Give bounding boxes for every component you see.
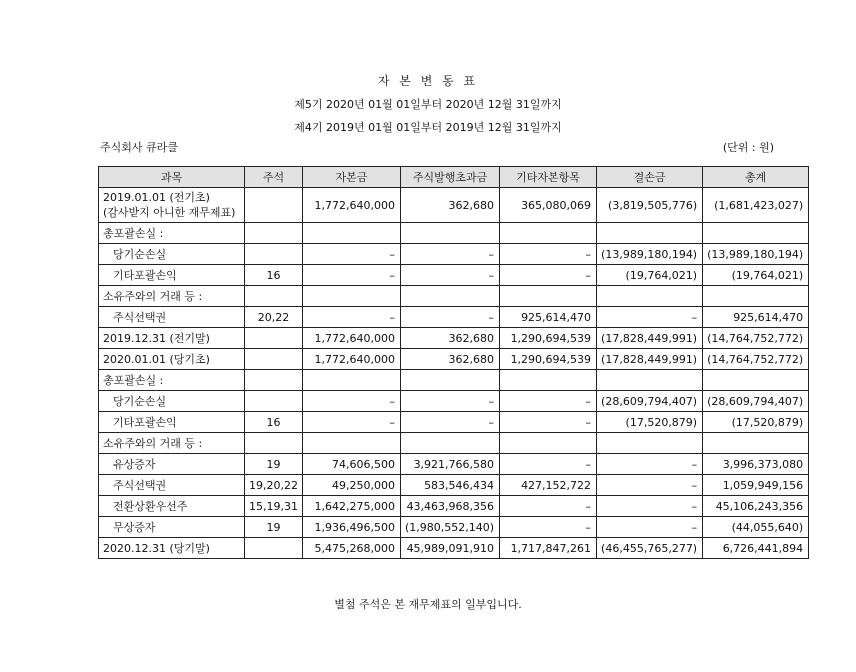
- cell-capital-stock: 1,772,640,000: [302, 349, 400, 370]
- cell-other-capital: –: [500, 391, 597, 412]
- row-label: 기타포괄손익: [99, 265, 245, 286]
- cell-deficit: –: [597, 454, 703, 475]
- cell-total: (19,764,021): [703, 265, 809, 286]
- cell-capital-stock: 49,250,000: [302, 475, 400, 496]
- row-note: [245, 286, 303, 307]
- cell-deficit: –: [597, 475, 703, 496]
- cell-capital-stock: [302, 370, 400, 391]
- row-note: 16: [245, 412, 303, 433]
- row-note: 15,19,31: [245, 496, 303, 517]
- table-row: [99, 349, 809, 370]
- row-note: [245, 188, 303, 223]
- table-row: [99, 265, 809, 286]
- row-label-line2: (감사받지 아니한 재무제표): [103, 206, 236, 219]
- row-label: 2020.01.01 (당기초): [99, 349, 245, 370]
- header-share-premium: 주식발행초과금: [400, 167, 499, 188]
- row-label: 유상증자: [99, 454, 245, 475]
- row-label: 주식선택권: [99, 307, 245, 328]
- cell-total: (1,681,423,027): [703, 188, 809, 223]
- cell-capital-stock: –: [302, 265, 400, 286]
- row-note: 19: [245, 517, 303, 538]
- cell-capital-stock: 74,606,500: [302, 454, 400, 475]
- table-row: [99, 454, 809, 475]
- cell-total: 6,726,441,894: [703, 538, 809, 559]
- row-label: 2020.12.31 (당기말): [99, 538, 245, 559]
- cell-share-premium: 3,921,766,580: [400, 454, 499, 475]
- table-row: [99, 328, 809, 349]
- cell-share-premium: 362,680: [400, 328, 499, 349]
- table-row: [99, 517, 809, 538]
- cell-deficit: (17,520,879): [597, 412, 703, 433]
- table-row: [99, 475, 809, 496]
- table-row: [99, 433, 809, 454]
- row-label: 당기순손실: [99, 391, 245, 412]
- company-name: 주식회사 큐라클: [100, 141, 178, 154]
- cell-capital-stock: 1,772,640,000: [302, 188, 400, 223]
- header-other-capital: 기타자본항목: [500, 167, 597, 188]
- cell-other-capital: –: [500, 265, 597, 286]
- cell-share-premium: [400, 223, 499, 244]
- header-capital-stock: 자본금: [302, 167, 400, 188]
- cell-capital-stock: –: [302, 412, 400, 433]
- row-label: 소유주와의 거래 등 :: [99, 286, 245, 307]
- cell-capital-stock: [302, 286, 400, 307]
- cell-other-capital: 1,717,847,261: [500, 538, 597, 559]
- cell-other-capital: –: [500, 412, 597, 433]
- cell-deficit: (17,828,449,991): [597, 349, 703, 370]
- cell-other-capital: –: [500, 496, 597, 517]
- cell-deficit: –: [597, 496, 703, 517]
- equity-changes-table: [98, 166, 809, 559]
- row-label: 전환상환우선주: [99, 496, 245, 517]
- header-total: 총계: [703, 167, 809, 188]
- cell-total: 45,106,243,356: [703, 496, 809, 517]
- cell-other-capital: 1,290,694,539: [500, 328, 597, 349]
- cell-capital-stock: –: [302, 391, 400, 412]
- cell-share-premium: 362,680: [400, 188, 499, 223]
- cell-deficit: [597, 370, 703, 391]
- cell-total: (28,609,794,407): [703, 391, 809, 412]
- row-note: 19,20,22: [245, 475, 303, 496]
- table-row: [99, 538, 809, 559]
- cell-other-capital: [500, 433, 597, 454]
- table-row: [99, 223, 809, 244]
- table-row: [99, 412, 809, 433]
- cell-other-capital: [500, 370, 597, 391]
- table-row: [99, 286, 809, 307]
- table-row: [99, 188, 809, 223]
- row-note: [245, 328, 303, 349]
- cell-share-premium: [400, 370, 499, 391]
- row-note: [245, 244, 303, 265]
- header-note: 주석: [245, 167, 303, 188]
- row-note: 16: [245, 265, 303, 286]
- cell-deficit: (19,764,021): [597, 265, 703, 286]
- cell-share-premium: [400, 433, 499, 454]
- header-account: 과목: [99, 167, 245, 188]
- table-header-row: [99, 167, 809, 188]
- header-deficit: 결손금: [597, 167, 703, 188]
- row-label: 무상증자: [99, 517, 245, 538]
- cell-capital-stock: 1,936,496,500: [302, 517, 400, 538]
- cell-share-premium: 362,680: [400, 349, 499, 370]
- cell-total: [703, 223, 809, 244]
- cell-total: [703, 433, 809, 454]
- cell-capital-stock: [302, 223, 400, 244]
- row-label-line1: 2019.01.01 (전기초): [103, 191, 210, 204]
- cell-share-premium: [400, 286, 499, 307]
- row-note: [245, 223, 303, 244]
- cell-other-capital: 365,080,069: [500, 188, 597, 223]
- cell-share-premium: 583,546,434: [400, 475, 499, 496]
- cell-deficit: [597, 223, 703, 244]
- cell-other-capital: [500, 223, 597, 244]
- row-label: 총포괄손실 :: [99, 370, 245, 391]
- cell-total: (44,055,640): [703, 517, 809, 538]
- cell-deficit: (17,828,449,991): [597, 328, 703, 349]
- cell-other-capital: 427,152,722: [500, 475, 597, 496]
- cell-deficit: (28,609,794,407): [597, 391, 703, 412]
- row-note: [245, 433, 303, 454]
- cell-other-capital: –: [500, 244, 597, 265]
- cell-share-premium: –: [400, 391, 499, 412]
- row-label: 총포괄손실 :: [99, 223, 245, 244]
- cell-other-capital: –: [500, 517, 597, 538]
- cell-total: (14,764,752,772): [703, 328, 809, 349]
- period-prior: 제4기 2019년 01월 01일부터 2019년 12월 31일까지: [294, 121, 562, 134]
- cell-deficit: [597, 286, 703, 307]
- cell-total: [703, 286, 809, 307]
- cell-capital-stock: –: [302, 244, 400, 265]
- cell-deficit: –: [597, 517, 703, 538]
- cell-total: (17,520,879): [703, 412, 809, 433]
- unit-label: (단위 : 원): [722, 141, 774, 154]
- cell-other-capital: 925,614,470: [500, 307, 597, 328]
- cell-share-premium: (1,980,552,140): [400, 517, 499, 538]
- cell-capital-stock: [302, 433, 400, 454]
- cell-capital-stock: –: [302, 307, 400, 328]
- row-note: 19: [245, 454, 303, 475]
- cell-total: [703, 370, 809, 391]
- row-note: [245, 370, 303, 391]
- row-label: 기타포괄손익: [99, 412, 245, 433]
- cell-total: 925,614,470: [703, 307, 809, 328]
- statement-title: 자 본 변 동 표: [377, 74, 479, 88]
- cell-capital-stock: 1,642,275,000: [302, 496, 400, 517]
- cell-other-capital: [500, 286, 597, 307]
- cell-deficit: (3,819,505,776): [597, 188, 703, 223]
- cell-share-premium: –: [400, 265, 499, 286]
- cell-total: (14,764,752,772): [703, 349, 809, 370]
- cell-other-capital: 1,290,694,539: [500, 349, 597, 370]
- cell-deficit: [597, 433, 703, 454]
- cell-capital-stock: 1,772,640,000: [302, 328, 400, 349]
- cell-total: 1,059,949,156: [703, 475, 809, 496]
- cell-total: 3,996,373,080: [703, 454, 809, 475]
- row-label: 주식선택권: [99, 475, 245, 496]
- cell-deficit: (46,455,765,277): [597, 538, 703, 559]
- row-note: 20,22: [245, 307, 303, 328]
- row-label: [99, 188, 245, 223]
- cell-deficit: (13,989,180,194): [597, 244, 703, 265]
- row-label: 당기순손실: [99, 244, 245, 265]
- cell-share-premium: –: [400, 307, 499, 328]
- cell-share-premium: 43,463,968,356: [400, 496, 499, 517]
- table-row: [99, 496, 809, 517]
- row-label: 소유주와의 거래 등 :: [99, 433, 245, 454]
- cell-deficit: –: [597, 307, 703, 328]
- table-row: [99, 244, 809, 265]
- table-row: [99, 391, 809, 412]
- cell-share-premium: 45,989,091,910: [400, 538, 499, 559]
- cell-share-premium: –: [400, 412, 499, 433]
- table-row: [99, 307, 809, 328]
- cell-other-capital: –: [500, 454, 597, 475]
- cell-share-premium: –: [400, 244, 499, 265]
- row-note: [245, 391, 303, 412]
- footer-note: 별첨 주석은 본 재무제표의 일부입니다.: [334, 598, 522, 611]
- table-row: [99, 370, 809, 391]
- period-current: 제5기 2020년 01월 01일부터 2020년 12월 31일까지: [294, 98, 562, 111]
- row-note: [245, 538, 303, 559]
- row-note: [245, 349, 303, 370]
- cell-capital-stock: 5,475,268,000: [302, 538, 400, 559]
- cell-total: (13,989,180,194): [703, 244, 809, 265]
- row-label: 2019.12.31 (전기말): [99, 328, 245, 349]
